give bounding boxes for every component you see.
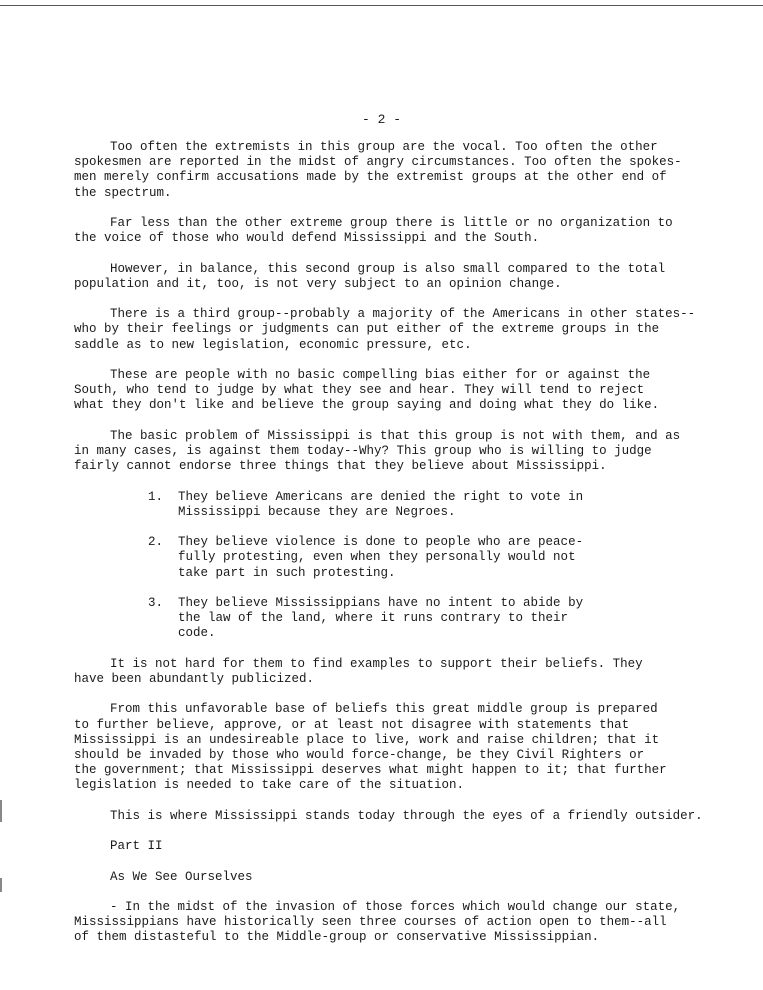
list-item [148, 490, 734, 520]
list-number: 3. [148, 595, 164, 610]
list-item [148, 596, 734, 642]
scan-edge-mark [0, 800, 2, 822]
body-paragraph: This is where Mississippi stands today through the eyes of a friendly outsider. [110, 808, 703, 823]
body-paragraph: These are people with no basic compelling bias either for or against the South, who tend to judge by what they see and hear. They will tend to reject what they don't like and believe the group saying and doing what they do like. [74, 367, 660, 413]
list-item-text: They believe Americans are denied the right to vote in Mississippi because they are Negroes. [178, 489, 584, 519]
part-heading: Part II [110, 839, 163, 854]
body-paragraph: - In the midst of the invasion of those forces which would change our state, Mississippians have historically seen three courses of action open to them--all of them distasteful to the Middle-group or conservative Mississippian. [74, 899, 681, 945]
body-paragraph: However, in balance, this second group is also small compared to the total population and it, too, is not very subject to an opinion change. [74, 261, 666, 291]
body-paragraph: There is a third group--probably a majority of the Americans in other states-- who by their feelings or judgments can put either of the extreme groups in the saddle as to new legislation, economic pressure, etc. [74, 307, 696, 352]
list-item-text: They believe Mississippians have no intent to abide by the law of the land, where it runs contrary to their code. [178, 595, 584, 641]
scan-edge-mark [0, 878, 2, 892]
list-item [148, 535, 734, 581]
list-number: 2. [148, 535, 164, 550]
body-paragraph: Too often the extremists in this group are the vocal. Too often the other spokesmen are reported in the midst of angry circumstances. Too often the spokes- men merely confirm accusations made by the extremist groups at the other end of the spectrum. [74, 140, 682, 200]
list-item-text: They believe violence is done to people who are peace- fully protesting, even when they personally would not take part in such protesting. [178, 535, 584, 580]
body-paragraph: It is not hard for them to find examples to support their beliefs. They have been abundantly publicized. [74, 656, 643, 686]
section-heading: As We See Ourselves [110, 869, 253, 884]
page-number: - 2 - [361, 112, 401, 127]
body-paragraph: Far less than the other extreme group there is little or no organization to the voice of those who would defend Mississippi and the South. [74, 216, 673, 246]
body-paragraph: From this unfavorable base of beliefs this great middle group is prepared to further believe, approve, or at least not disagree with statements that Mississippi is an undesireable place to live, work and raise children; that it should be invaded by those who would force-change, be they Civil Righters or the government; that Mississippi deserves what might happen to it; that further legislation is needed to take care of the situation. [74, 702, 667, 793]
body-paragraph: The basic problem of Mississippi is that this group is not with them, and as in many cases, is against them today--Why? This group who is willing to judge fairly cannot endorse three things that they believe about Mississippi. [74, 428, 681, 474]
document-body [74, 140, 734, 961]
list-number: 1. [148, 489, 164, 504]
beliefs-list [74, 490, 734, 642]
top-edge-rule [0, 5, 763, 6]
